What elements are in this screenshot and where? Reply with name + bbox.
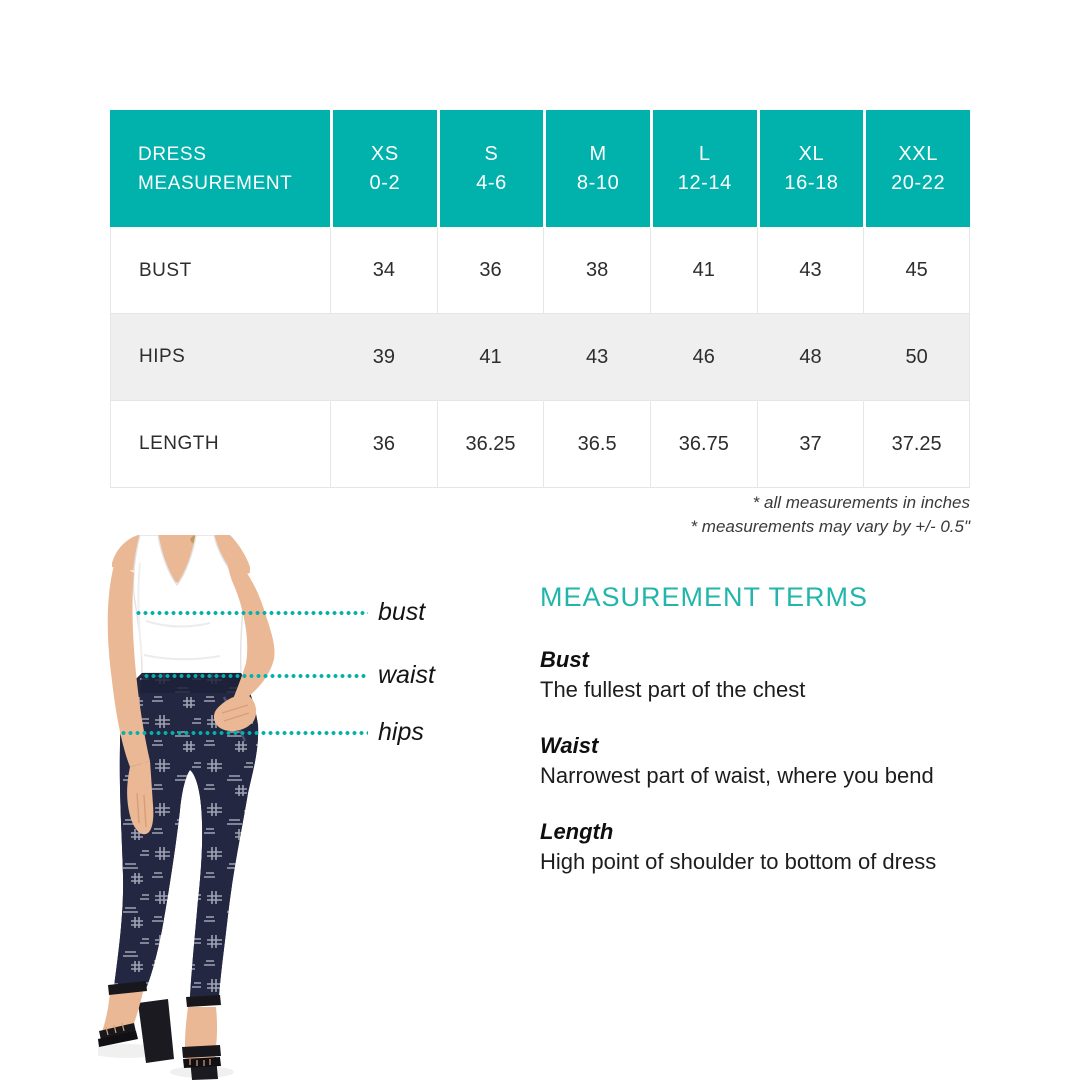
term-length-definition: High point of shoulder to bottom of dress bbox=[540, 849, 937, 874]
cell-bust-xl: 43 bbox=[757, 227, 864, 314]
size-name: S bbox=[484, 142, 499, 165]
measurement-terms-heading: MEASUREMENT TERMS bbox=[540, 582, 869, 612]
cell-length-m: 36.5 bbox=[543, 401, 650, 488]
measurement-terms-section bbox=[540, 582, 980, 903]
term-length-name: Length bbox=[540, 819, 614, 844]
size-range: 0-2 bbox=[369, 171, 401, 194]
waist-measure-line bbox=[143, 674, 368, 678]
term-waist bbox=[540, 731, 980, 791]
cell-hips-xs: 39 bbox=[330, 314, 437, 401]
row-label-hips: HIPS bbox=[110, 314, 330, 401]
cell-length-xl: 37 bbox=[757, 401, 864, 488]
size-name: XL bbox=[798, 142, 825, 165]
table-row-length bbox=[110, 401, 970, 488]
cell-hips-xxl: 50 bbox=[863, 314, 970, 401]
cell-bust-s: 36 bbox=[437, 227, 544, 314]
header-size-l bbox=[650, 110, 757, 227]
header-size-xxl bbox=[863, 110, 970, 227]
size-range: 4-6 bbox=[476, 171, 507, 194]
header-size-xs bbox=[330, 110, 437, 227]
row-label-length: LENGTH bbox=[110, 401, 330, 488]
header-line1: DRESS bbox=[138, 143, 207, 165]
cell-length-xs: 36 bbox=[330, 401, 437, 488]
cell-bust-xs: 34 bbox=[330, 227, 437, 314]
term-length bbox=[540, 817, 980, 877]
term-bust-name: Bust bbox=[540, 647, 589, 672]
size-chart-table bbox=[110, 110, 970, 488]
cell-length-xxl: 37.25 bbox=[863, 401, 970, 488]
size-range: 20-22 bbox=[891, 171, 946, 194]
table-row-bust bbox=[110, 227, 970, 314]
size-range: 16-18 bbox=[784, 171, 839, 194]
term-waist-definition: Narrowest part of waist, where you bend bbox=[540, 763, 934, 788]
cell-bust-xxl: 45 bbox=[863, 227, 970, 314]
table-row-hips bbox=[110, 314, 970, 401]
size-name: M bbox=[589, 142, 607, 165]
cell-hips-m: 43 bbox=[543, 314, 650, 401]
cell-length-s: 36.25 bbox=[437, 401, 544, 488]
cell-length-l: 36.75 bbox=[650, 401, 757, 488]
size-name: L bbox=[698, 142, 711, 165]
bust-measure-line bbox=[135, 611, 368, 615]
footnote-variance: * measurements may vary by +/- 0.5" bbox=[690, 517, 970, 536]
right-sandal bbox=[182, 995, 221, 1080]
size-name: XXL bbox=[898, 142, 938, 165]
footnotes bbox=[690, 491, 970, 539]
cell-hips-xl: 48 bbox=[757, 314, 864, 401]
cell-bust-l: 41 bbox=[650, 227, 757, 314]
cell-hips-s: 41 bbox=[437, 314, 544, 401]
row-label-bust: BUST bbox=[110, 227, 330, 314]
bust-label: bust bbox=[378, 598, 426, 626]
size-range: 8-10 bbox=[576, 171, 620, 194]
term-bust-definition: The fullest part of the chest bbox=[540, 677, 806, 702]
term-waist-name: Waist bbox=[540, 733, 599, 758]
waist-label: waist bbox=[378, 661, 435, 689]
header-dress-measurement bbox=[110, 110, 330, 227]
header-line2: MEASUREMENT bbox=[138, 172, 293, 194]
table-header-row bbox=[110, 110, 970, 227]
cell-bust-m: 38 bbox=[543, 227, 650, 314]
size-range: 12-14 bbox=[677, 171, 732, 194]
hips-measure-line bbox=[120, 731, 368, 735]
footnote-inches: * all measurements in inches bbox=[752, 493, 970, 512]
hips-label: hips bbox=[378, 718, 424, 746]
header-size-s bbox=[437, 110, 544, 227]
size-name: XS bbox=[370, 142, 399, 165]
term-bust bbox=[540, 645, 980, 705]
cell-hips-l: 46 bbox=[650, 314, 757, 401]
header-size-xl bbox=[757, 110, 864, 227]
header-size-m bbox=[543, 110, 650, 227]
model-photo bbox=[98, 535, 343, 1080]
